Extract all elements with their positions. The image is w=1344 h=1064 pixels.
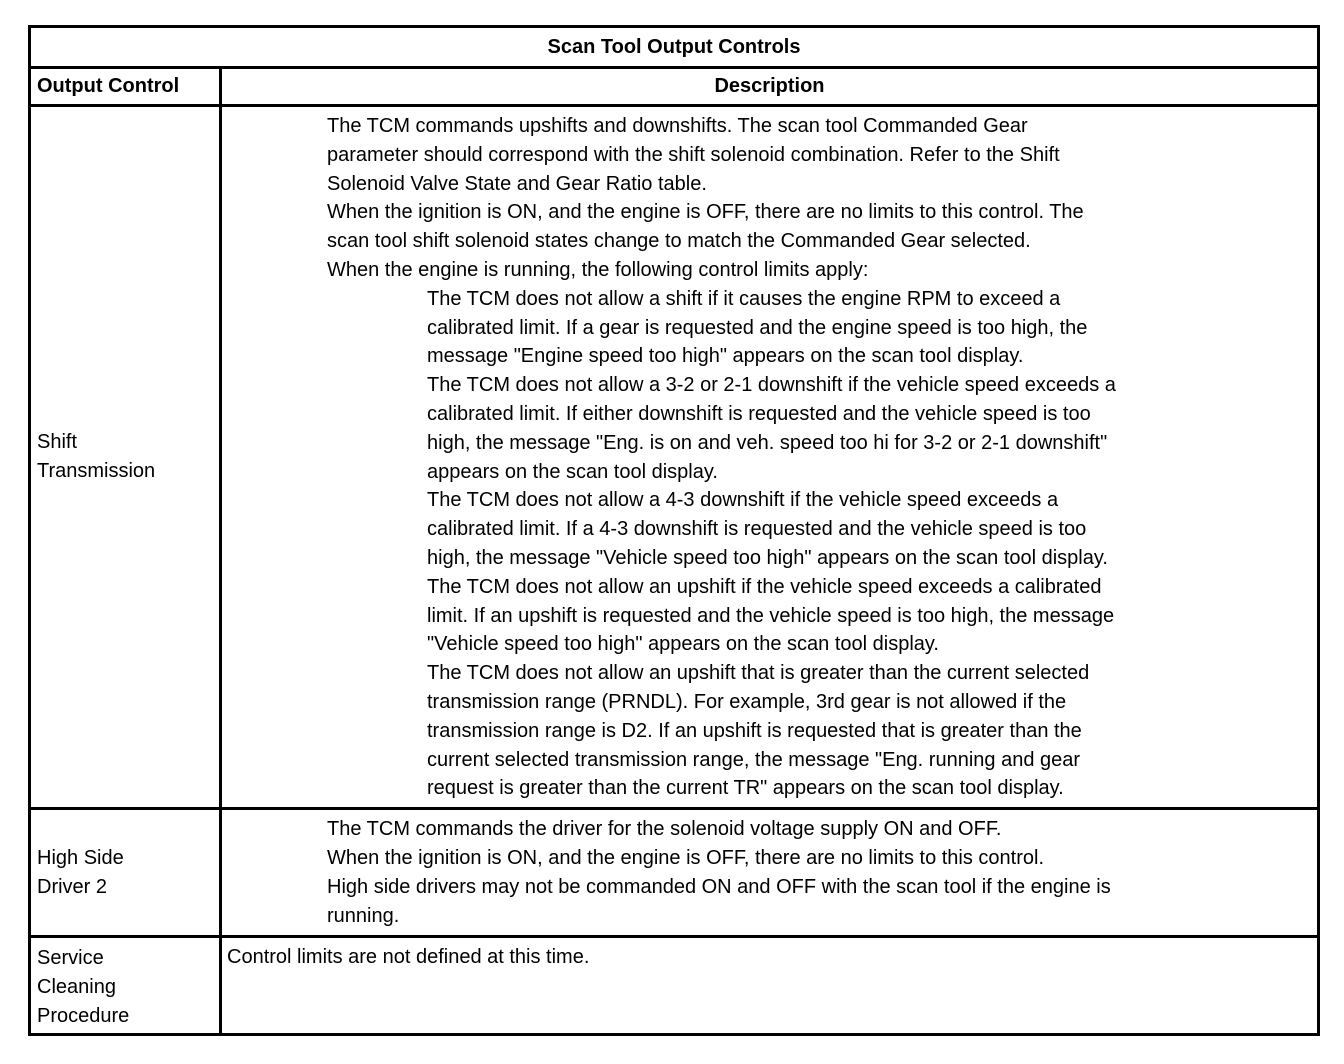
description-line: When the engine is running, the following control limits apply: <box>327 258 869 281</box>
description-line: calibrated limit. If a 4-3 downshift is requested and the vehicle speed is too <box>427 518 1087 541</box>
description-paragraph <box>222 285 1313 371</box>
description-line: The TCM does not allow an upshift if the vehicle speed exceeds a calibrated <box>427 575 1102 598</box>
description-line: message "Engine speed too high" appears on the scan tool display. <box>427 345 1024 368</box>
description-paragraph <box>222 943 1313 972</box>
description-line: running. <box>327 904 400 927</box>
description-paragraph <box>222 844 1313 873</box>
header-description: Description <box>221 68 1319 106</box>
description-line: current selected transmission range, the message "Eng. running and gear <box>427 748 1081 771</box>
description-line: scan tool shift solenoid states change to match the Commanded Gear selected. <box>327 230 1031 253</box>
description-paragraph <box>222 573 1313 659</box>
description-paragraph <box>222 873 1313 931</box>
description-line: High side drivers may not be commanded ON and OFF with the scan tool if the engine is <box>327 875 1111 898</box>
table-row <box>30 937 1319 1035</box>
description-paragraph <box>222 659 1313 803</box>
output-control-cell <box>30 809 221 937</box>
description-line: appears on the scan tool display. <box>427 460 718 483</box>
table-row <box>30 809 1319 937</box>
description-paragraph <box>222 371 1313 486</box>
description-line: transmission range (PRNDL). For example, 3rd gear is not allowed if the <box>427 690 1067 713</box>
description-line: parameter should correspond with the shift solenoid combination. Refer to the Shift <box>327 143 1060 166</box>
description-cell <box>221 106 1319 809</box>
table-row <box>30 106 1319 809</box>
description-line: The TCM does not allow a 4-3 downshift if the vehicle speed exceeds a <box>427 489 1059 512</box>
description-cell <box>221 937 1319 1035</box>
description-paragraph <box>222 198 1313 256</box>
description-line: calibrated limit. If either downshift is requested and the vehicle speed is too <box>427 402 1091 425</box>
table-title: Scan Tool Output Controls <box>30 27 1319 68</box>
output-controls-table <box>28 25 1320 1036</box>
output-control-label: High Side <box>37 846 124 869</box>
description-line: Solenoid Valve State and Gear Ratio table. <box>327 172 707 195</box>
description-line: high, the message "Vehicle speed too high" appears on the scan tool display. <box>427 546 1108 569</box>
description-paragraph <box>222 815 1313 844</box>
description-line: Control limits are not defined at this time. <box>227 946 590 969</box>
output-control-label: Driver 2 <box>37 875 108 898</box>
header-output-control: Output Control <box>30 68 221 106</box>
description-line: calibrated limit. If a gear is requested and the engine speed is too high, the <box>427 316 1088 339</box>
output-control-cell <box>30 106 221 809</box>
description-line: limit. If an upshift is requested and the vehicle speed is too high, the message <box>427 604 1115 627</box>
output-control-label: Procedure <box>37 1004 130 1027</box>
description-paragraph <box>222 256 1313 285</box>
description-cell <box>221 809 1319 937</box>
description-line: high, the message "Eng. is on and veh. speed too hi for 3-2 or 2-1 downshift" <box>427 431 1108 454</box>
description-line: The TCM commands the driver for the solenoid voltage supply ON and OFF. <box>327 818 1002 841</box>
description-line: "Vehicle speed too high" appears on the scan tool display. <box>427 633 939 656</box>
output-control-label: Shift <box>37 431 78 454</box>
output-control-label: Transmission <box>37 460 156 483</box>
description-line: The TCM does not allow an upshift that is greater than the current selected <box>427 662 1090 685</box>
description-line: request is greater than the current TR" appears on the scan tool display. <box>427 777 1064 800</box>
description-line: transmission range is D2. If an upshift is requested that is greater than the <box>427 719 1082 742</box>
description-line: The TCM commands upshifts and downshifts. The scan tool Commanded Gear <box>327 115 1028 137</box>
description-line: The TCM does not allow a 3-2 or 2-1 downshift if the vehicle speed exceeds a <box>427 374 1116 397</box>
description-line: When the ignition is ON, and the engine is OFF, there are no limits to this control. The <box>327 201 1084 224</box>
output-control-cell <box>30 937 221 1035</box>
description-paragraph <box>222 486 1313 572</box>
output-control-label: Service <box>37 947 104 970</box>
description-paragraph <box>222 112 1313 198</box>
description-line: When the ignition is ON, and the engine is OFF, there are no limits to this control. <box>327 846 1045 869</box>
description-line: The TCM does not allow a shift if it causes the engine RPM to exceed a <box>427 287 1061 310</box>
output-control-label: Cleaning <box>37 975 116 998</box>
